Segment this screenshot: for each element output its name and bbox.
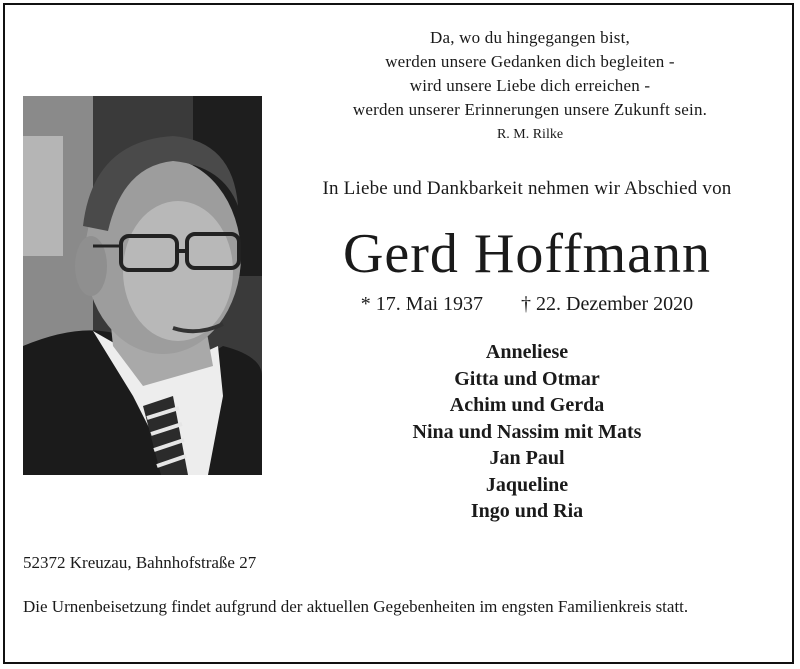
life-dates — [272, 293, 782, 316]
birth-date: * 17. Mai 1937 — [360, 293, 484, 315]
farewell-intro: In Liebe und Dankbarkeit nehmen wir Abschied von — [322, 178, 732, 199]
death-date: † 22. Dezember 2020 — [521, 293, 694, 315]
mourner-entry: Jan Paul — [489, 447, 565, 469]
poem-line: werden unsere Gedanken dich begleiten - — [385, 52, 675, 71]
deceased-name: Gerd Hoffmann — [342, 223, 712, 285]
mourner-entry: Nina und Nassim mit Mats — [412, 420, 642, 443]
family-address: 52372 Kreuzau, Bahnhofstraße 27 — [23, 553, 257, 572]
burial-notice: Die Urnenbeisetzung findet aufgrund der aktuellen Gegebenheiten im engsten Familienkreis statt. — [23, 597, 689, 616]
mourners-list — [272, 339, 782, 525]
memorial-poem — [290, 26, 770, 122]
mourner-entry: Achim und Gerda — [449, 394, 605, 416]
poem-line: werden unserer Erinnerungen unsere Zukunft sein. — [352, 100, 708, 119]
poem-line: wird unsere Liebe dich erreichen - — [409, 76, 651, 95]
mourner-entry: Ingo und Ria — [470, 500, 584, 522]
portrait-photo — [23, 96, 262, 475]
poem-line: Da, wo du hingegangen bist, — [430, 28, 630, 47]
mourner-entry: Gitta und Otmar — [454, 367, 600, 390]
mourner-entry: Anneliese — [485, 341, 569, 363]
poem-author: R. M. Rilke — [496, 127, 564, 142]
mourner-entry: Jaqueline — [485, 473, 569, 496]
